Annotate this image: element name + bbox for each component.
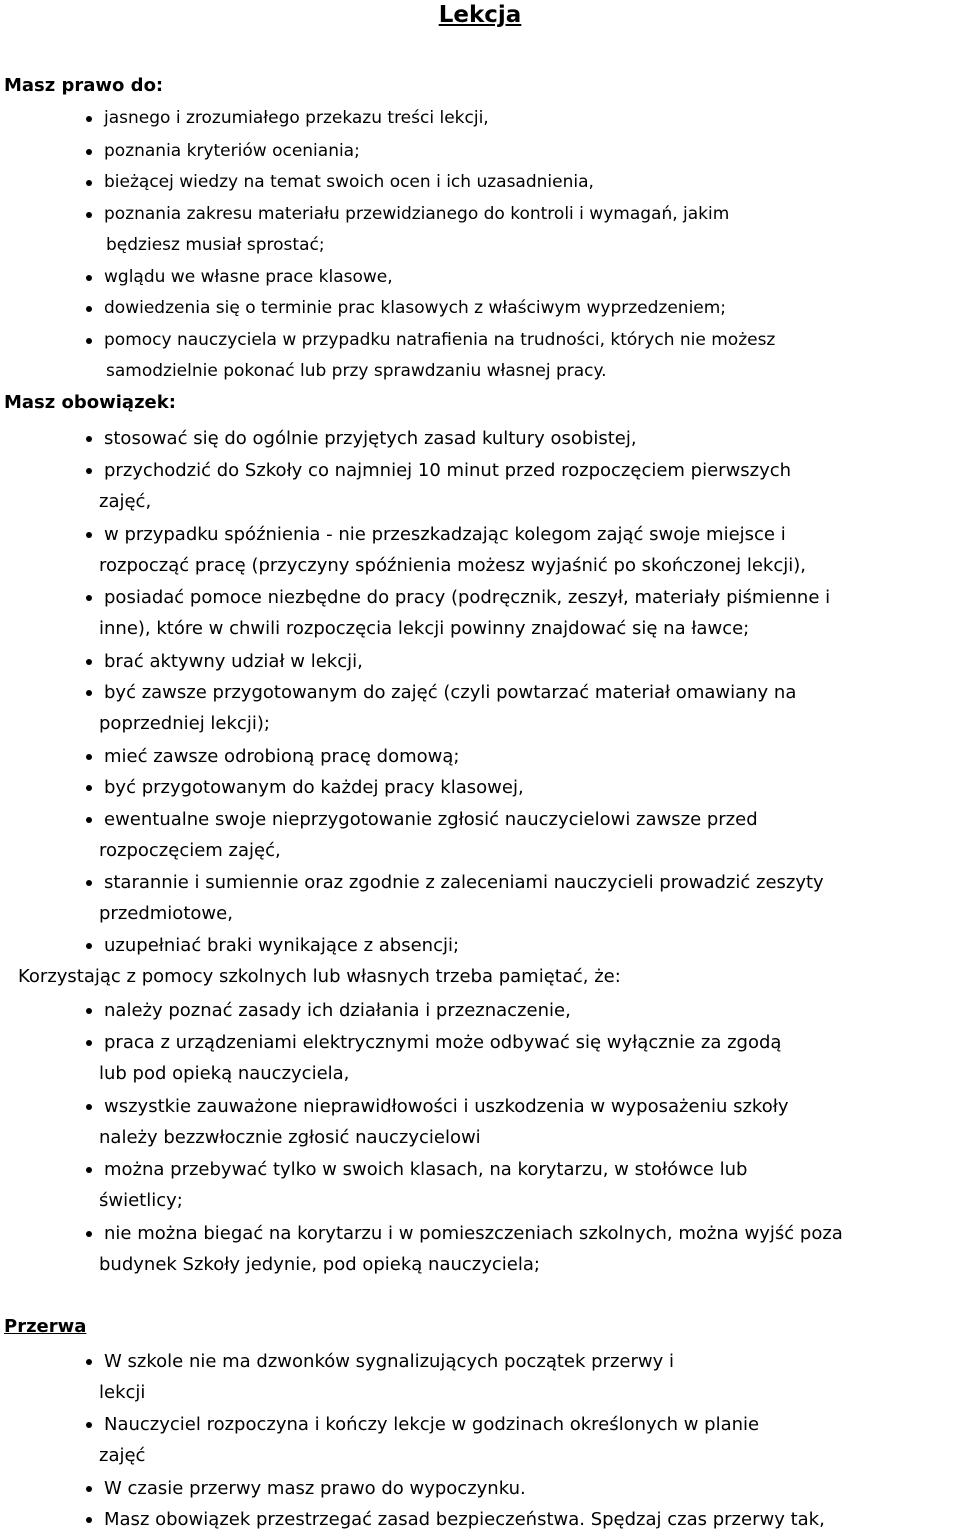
break-item: Nauczyciel rozpoczyna i kończy lekcje w godzinach określonych w planie	[104, 1414, 760, 1435]
duties-item: starannie i sumiennie oraz zgodnie z zaleceniami nauczycieli prowadzić zeszyty	[104, 872, 824, 893]
break-item: W szkole nie ma dzwonków sygnalizujących początek przerwy i	[104, 1351, 674, 1372]
bullet-icon	[86, 1422, 92, 1428]
bullet-icon	[86, 338, 92, 344]
duties-item: być zawsze przygotowanym do zajęć (czyli powtarzać materiał omawiany na	[104, 682, 797, 703]
bullet-icon	[86, 943, 92, 949]
bullet-icon	[86, 1104, 92, 1110]
aids-item: praca z urządzeniami elektrycznymi może odbywać się wyłącznie za zgodą	[104, 1032, 782, 1053]
bullet-icon	[86, 149, 92, 155]
duties-item: przychodzić do Szkoły co najmniej 10 minut przed rozpoczęciem pierwszych	[104, 460, 792, 481]
break-item-continuation: zajęć	[99, 1445, 146, 1466]
bullet-icon	[86, 532, 92, 538]
aids-intro: Korzystając z pomocy szkolnych lub własnych trzeba pamiętać, że:	[18, 966, 621, 987]
duties-item: posiadać pomoce niezbędne do pracy (podręcznik, zeszył, materiały piśmienne i	[104, 587, 831, 608]
rights-item: jasnego i zrozumiałego przekazu treści lekcji,	[104, 108, 489, 128]
rights-item: poznania zakresu materiału przewidzianego do kontroli i wymagań, jakim	[104, 204, 730, 224]
section-heading-rights: Masz prawo do:	[4, 75, 164, 96]
duties-item-continuation: poprzedniej lekcji);	[99, 713, 270, 734]
bullet-icon	[86, 1231, 92, 1237]
duties-item-continuation: rozpocząć pracę (przyczyny spóźnienia możesz wyjaśnić po skończonej lekcji),	[99, 555, 806, 576]
bullet-icon	[86, 180, 92, 186]
bullet-icon	[86, 1359, 92, 1365]
bullet-icon	[86, 1008, 92, 1014]
bullet-icon	[86, 116, 92, 122]
bullet-icon	[86, 690, 92, 696]
aids-item: nie można biegać na korytarzu i w pomieszczeniach szkolnych, można wyjść poza	[104, 1223, 843, 1244]
break-item: W czasie przerwy masz prawo do wypoczynku.	[104, 1478, 526, 1499]
rights-item: bieżącej wiedzy na temat swoich ocen i ich uzasadnienia,	[104, 172, 594, 192]
duties-item-continuation: przedmiotowe,	[99, 903, 233, 924]
rights-item: poznania kryteriów oceniania;	[104, 141, 360, 161]
bullet-icon	[86, 1167, 92, 1173]
section-heading-duties: Masz obowiązek:	[4, 392, 176, 413]
aids-item: wszystkie zauważone nieprawidłowości i uszkodzenia w wyposażeniu szkoły	[104, 1096, 789, 1117]
bullet-icon	[86, 275, 92, 281]
break-item-continuation: lekcji	[99, 1382, 146, 1403]
bullet-icon	[86, 306, 92, 312]
bullet-icon	[86, 880, 92, 886]
aids-item: należy poznać zasady ich działania i przeznaczenie,	[104, 1000, 571, 1021]
bullet-icon	[86, 817, 92, 823]
bullet-icon	[86, 785, 92, 791]
section-heading-break: Przerwa	[4, 1316, 87, 1337]
page-title: Lekcja	[438, 2, 522, 28]
rights-item: pomocy nauczyciela w przypadku natrafienia na trudności, których nie możesz	[104, 330, 776, 350]
bullet-icon	[86, 754, 92, 760]
aids-item: można przebywać tylko w swoich klasach, na korytarzu, w stołówce lub	[104, 1159, 748, 1180]
bullet-icon	[86, 436, 92, 442]
duties-item: uzupełniać braki wynikające z absencji;	[104, 935, 460, 956]
duties-item: mieć zawsze odrobioną pracę domową;	[104, 746, 460, 767]
duties-item: brać aktywny udział w lekcji,	[104, 651, 363, 672]
duties-item-continuation: rozpoczęciem zajęć,	[99, 840, 281, 861]
break-item: Masz obowiązek przestrzegać zasad bezpieczeństwa. Spędzaj czas przerwy tak,	[104, 1509, 825, 1530]
duties-item: być przygotowanym do każdej pracy klasowej,	[104, 777, 524, 798]
duties-item-continuation: zajęć,	[99, 491, 152, 512]
rights-item-continuation: będziesz musiał sprostać;	[106, 235, 325, 255]
duties-item-continuation: inne), które w chwili rozpoczęcia lekcji powinny znajdować się na ławce;	[99, 618, 750, 639]
aids-item-continuation: budynek Szkoły jedynie, pod opieką nauczyciela;	[99, 1254, 540, 1275]
rights-item-continuation: samodzielnie pokonać lub przy sprawdzaniu własnej pracy.	[106, 361, 607, 381]
bullet-icon	[86, 1486, 92, 1492]
duties-item: stosować się do ogólnie przyjętych zasad kultury osobistej,	[104, 428, 637, 449]
rights-item: wglądu we własne prace klasowe,	[104, 267, 393, 287]
bullet-icon	[86, 1517, 92, 1523]
rights-item: dowiedzenia się o terminie prac klasowych z właściwym wyprzedzeniem;	[104, 298, 727, 318]
aids-item-continuation: świetlicy;	[99, 1190, 183, 1211]
duties-item: w przypadku spóźnienia - nie przeszkadzając kolegom zająć swoje miejsce i	[104, 524, 786, 545]
aids-item-continuation: lub pod opieką nauczyciela,	[99, 1063, 350, 1084]
bullet-icon	[86, 595, 92, 601]
bullet-icon	[86, 1040, 92, 1046]
bullet-icon	[86, 212, 92, 218]
bullet-icon	[86, 468, 92, 474]
aids-item-continuation: należy bezzwłocznie zgłosić nauczycielowi	[99, 1127, 481, 1148]
bullet-icon	[86, 659, 92, 665]
duties-item: ewentualne swoje nieprzygotowanie zgłosić nauczycielowi zawsze przed	[104, 809, 758, 830]
